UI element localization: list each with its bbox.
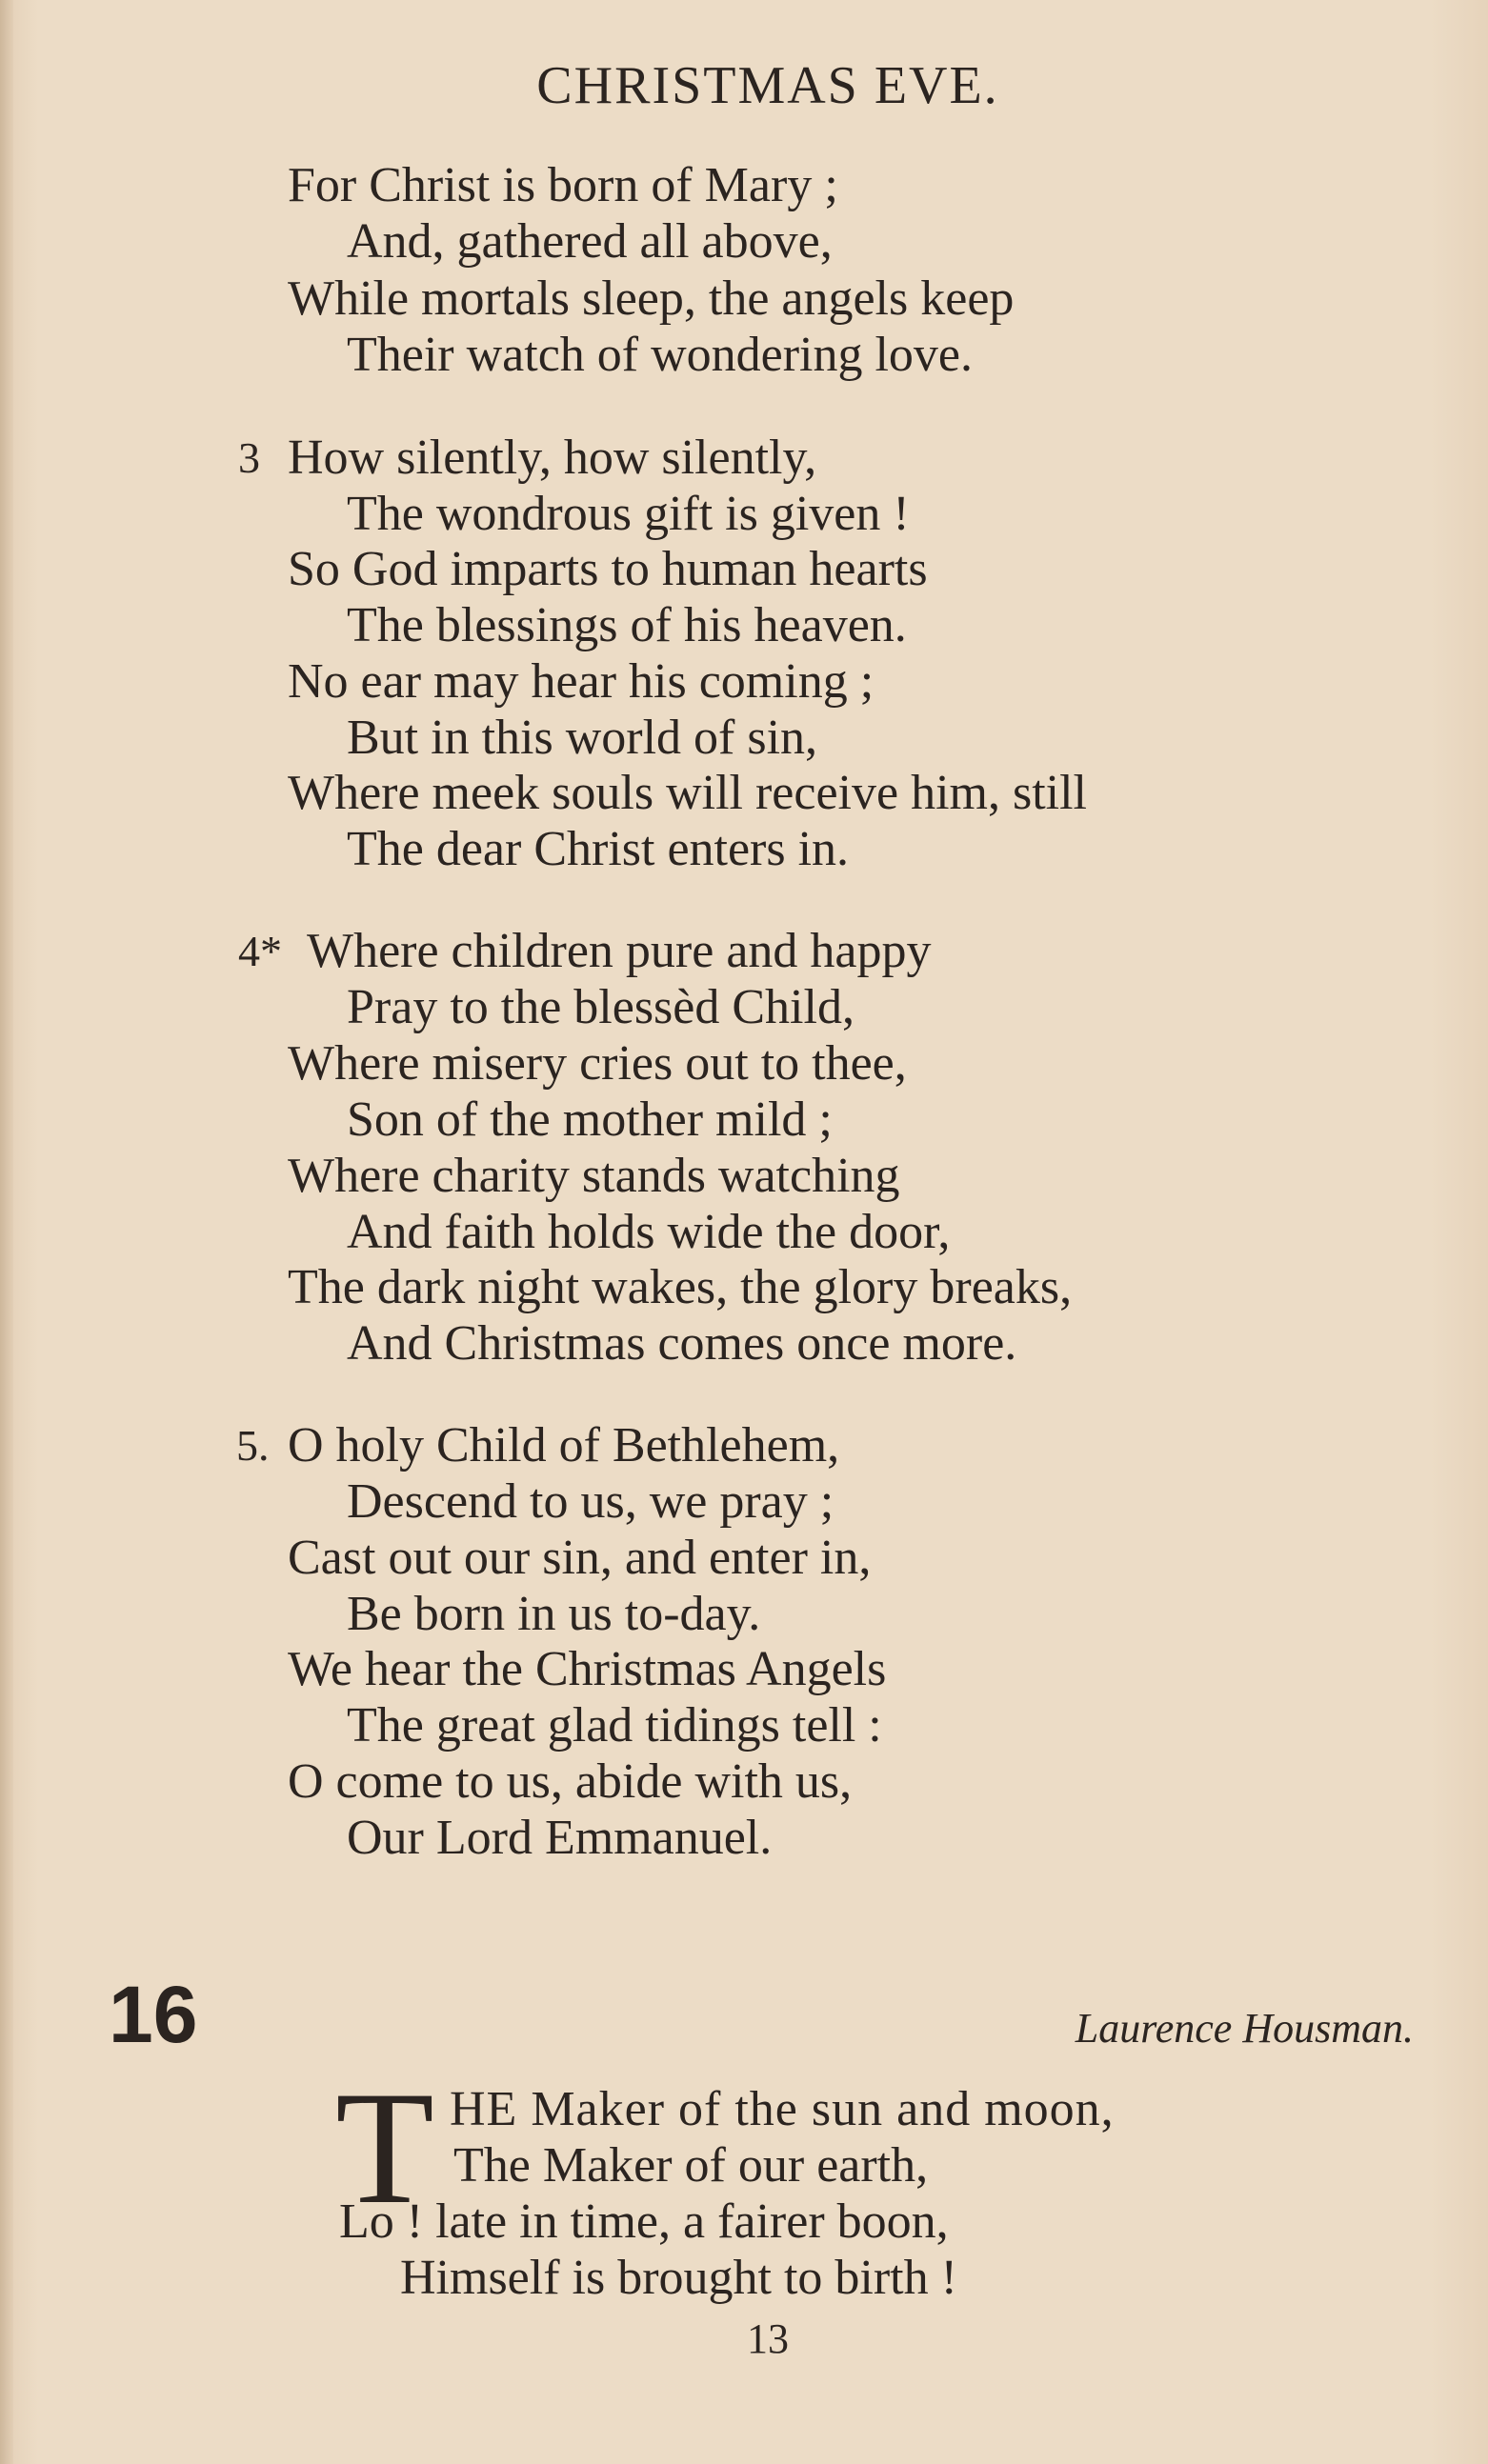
hymn-number: 16 [109, 1970, 198, 2059]
verse-line: Son of the mother mild ; [347, 1092, 833, 1147]
verse-line: O come to us, abide with us, [288, 1754, 853, 1809]
verse-line: HE Maker of the sun and moon, [450, 2082, 1115, 2136]
verse-line: The great glad tidings tell : [347, 1698, 882, 1753]
verse-number: 3 [238, 433, 260, 482]
verse-line: Where misery cries out to thee, [288, 1036, 907, 1091]
verse-line: Lo ! late in time, a fairer boon, [339, 2194, 949, 2249]
verse-line: We hear the Christmas Angels [288, 1642, 887, 1696]
verse-line: And faith holds wide the door, [347, 1205, 951, 1259]
verse-line: Where children pure and happy [307, 924, 932, 978]
verse-line: The dark night wakes, the glory breaks, [288, 1260, 1073, 1314]
verse-line: Descend to us, we pray ; [347, 1474, 834, 1529]
verse-number: 5. [236, 1421, 270, 1470]
verse-line: And Christmas comes once more. [347, 1316, 1017, 1371]
book-spine-shadow [0, 0, 13, 2464]
verse-line: And, gathered all above, [347, 214, 833, 269]
verse-line: The wondrous gift is given ! [347, 487, 910, 541]
verse-line: While mortals sleep, the angels keep [288, 271, 1015, 326]
verse-line: But in this world of sin, [347, 711, 818, 765]
verse-line: O holy Child of Bethlehem, [288, 1418, 840, 1472]
verse-line: Where meek souls will receive him, still [288, 766, 1087, 820]
verse-line: How silently, how silently, [288, 431, 817, 485]
verse-line: No ear may hear his coming ; [288, 654, 875, 709]
verse-number: 4* [238, 927, 282, 975]
verse-line: Pray to the blessèd Child, [347, 980, 855, 1034]
drop-cap: T [335, 2058, 434, 2237]
verse-line: The dear Christ enters in. [347, 822, 850, 876]
verse-line: So God imparts to human hearts [288, 542, 928, 596]
verse-line: The blessings of his heaven. [347, 598, 907, 652]
verse-line: Our Lord Emmanuel. [347, 1811, 773, 1865]
hymn-author: Laurence Housman. [1075, 2005, 1414, 2052]
verse-line: For Christ is born of Mary ; [288, 158, 838, 212]
verse-line: Be born in us to-day. [347, 1587, 761, 1641]
verse-line: The Maker of our earth, [453, 2138, 929, 2193]
verse-line: Where charity stands watching [288, 1149, 900, 1203]
verse-line: Their watch of wondering love. [347, 328, 974, 382]
verse-line: Cast out our sin, and enter in, [288, 1531, 872, 1585]
verse-line: Himself is brought to birth ! [400, 2251, 957, 2305]
page-number: 13 [747, 2315, 789, 2362]
page-title: CHRISTMAS EVE. [536, 56, 999, 115]
